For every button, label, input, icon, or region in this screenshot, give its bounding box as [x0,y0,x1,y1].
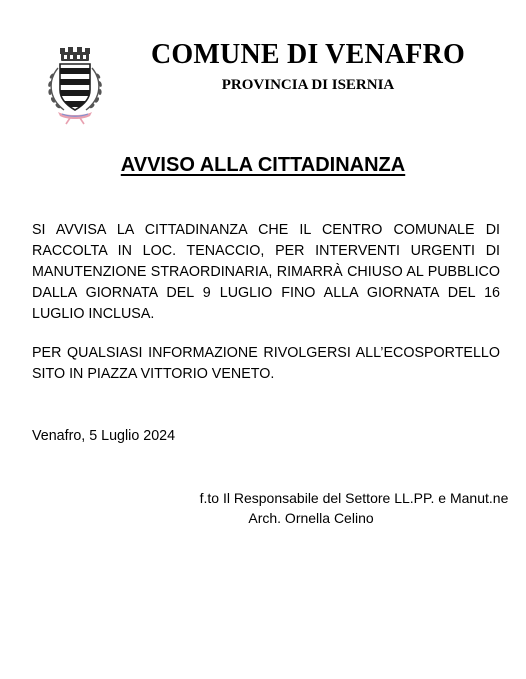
notice-title: AVVISO ALLA CITTADINANZA [120,154,406,176]
municipality-name: COMUNE DI VENAFRO [151,39,465,70]
notice-paragraph-info: PER QUALSIASI INFORMAZIONE RIVOLGERSI ALL’ECOSPORTELLO SITO IN PIAZZA VITTORIO VENETO. [32,345,500,382]
notice-paragraph-closure: SI AVVISA LA CITTADINANZA CHE IL CENTRO COMUNALE DI RACCOLTA IN LOC. TENACCIO, PER INTERVENTI URGENTI DI MANUTENZIONE STRAORDINARIA, RIMARRÀ CHIUSO AL PUBBLICO DALLA GIORNATA DEL 9 LUGLIO FINO ALLA GIORNATA DEL 16 LUGLIO INCLUSA. [32,222,500,322]
signatory-name: Arch. Ornella Celino [248,510,374,526]
municipal-coat-of-arms-icon [44,44,106,128]
province-name: PROVINCIA DI ISERNIA [221,77,395,93]
place-date: Venafro, 5 Luglio 2024 [32,428,176,444]
signatory-role: f.to Il Responsabile del Settore LL.PP. e Manut.ne [199,490,509,506]
